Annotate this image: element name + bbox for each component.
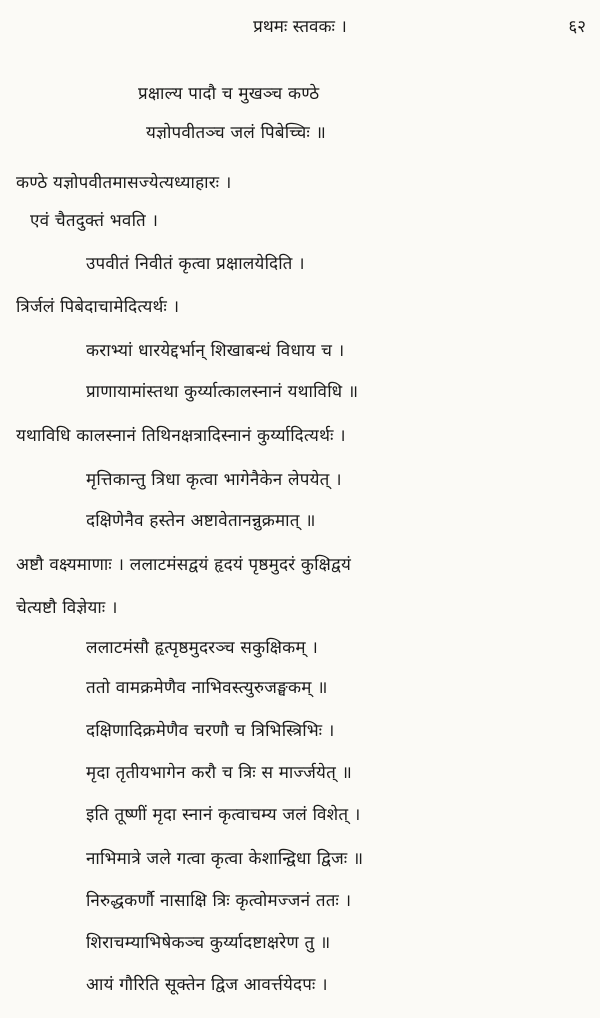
commentary-line: कण्ठे यज्ञोपवीतमासज्येत्यध्याहारः ।: [16, 173, 232, 193]
verse-line: शिराचम्याभिषेकञ्च कुर्य्यादष्टाक्षरेण तु ॥: [86, 933, 331, 953]
verse-line: आयं गौरिति सूक्तेन द्विज आवर्त्तयेदपः ।: [86, 975, 328, 995]
verse-line: दक्षिणेनैव हस्तेन अष्टावेतानन्नुक्रमात् ॥: [86, 511, 316, 531]
commentary-line: त्रिर्जलं पिबेदाचामेदित्यर्थः ।: [16, 297, 180, 317]
verse-line: दक्षिणादिक्रमेणैव चरणौ च त्रिभिस्त्रिभिः ।: [86, 721, 335, 741]
chapter-title: प्रथमः स्तवकः ।: [253, 17, 347, 37]
verse-line: नाभिमात्रे जले गत्वा कृत्वा केशान्द्विधा द्विजः ॥: [86, 849, 364, 869]
verse-line: प्रक्षाल्य पादौ च मुखञ्च कण्ठे: [138, 84, 320, 104]
verse-line: कराभ्यां धारयेद्दर्भान् शिखाबन्धं विधाय च ।: [86, 341, 345, 361]
verse-line: मृत्तिकान्तु त्रिधा कृत्वा भागेनैकेन लेपयेत् ।: [86, 470, 342, 490]
verse-line: उपवीतं निवीतं कृत्वा प्रक्षालयेदिति ।: [86, 254, 305, 274]
verse-line: प्राणायामांस्तथा कुर्य्यात्कालस्नानं यथाविधि ॥: [86, 382, 359, 402]
verse-line: ललाटमंसौ हृत्पृष्ठमुदरञ्च सकुक्षिकम् ।: [86, 638, 319, 658]
page-number: ६२: [568, 17, 586, 37]
verse-line: ततो वामक्रमेणैव नाभिवस्त्युरुजङ्घकम् ॥: [86, 678, 328, 698]
verse-line: इति तूष्णीं मृदा स्नानं कृत्वाचम्य जलं विशेत् ।: [86, 805, 361, 825]
verse-line: मृदा तृतीयभागेन करौ च त्रिः स मार्ज्जयेत् ॥: [86, 763, 352, 783]
commentary-line: यथाविधि कालस्नानं तिथिनक्षत्रादिस्नानं कुर्य्यादित्यर्थः ।: [16, 426, 346, 446]
commentary-line: अष्टौ वक्ष्यमाणाः । ललाटमंसद्वयं हृदयं पृष्ठमुदरं कुक्षिद्वयं: [16, 555, 352, 575]
commentary-line: एवं चैतदुक्तं भवति ।: [30, 211, 159, 231]
commentary-line: चेत्यष्टौ विज्ञेयाः ।: [16, 598, 118, 618]
verse-line: निरुद्धकर्णौ नासाक्षि त्रिः कृत्वोमज्जनं ततः ।: [86, 891, 352, 911]
verse-line: यज्ञोपवीतञ्च जलं पिबेच्चिः ॥: [146, 123, 326, 143]
